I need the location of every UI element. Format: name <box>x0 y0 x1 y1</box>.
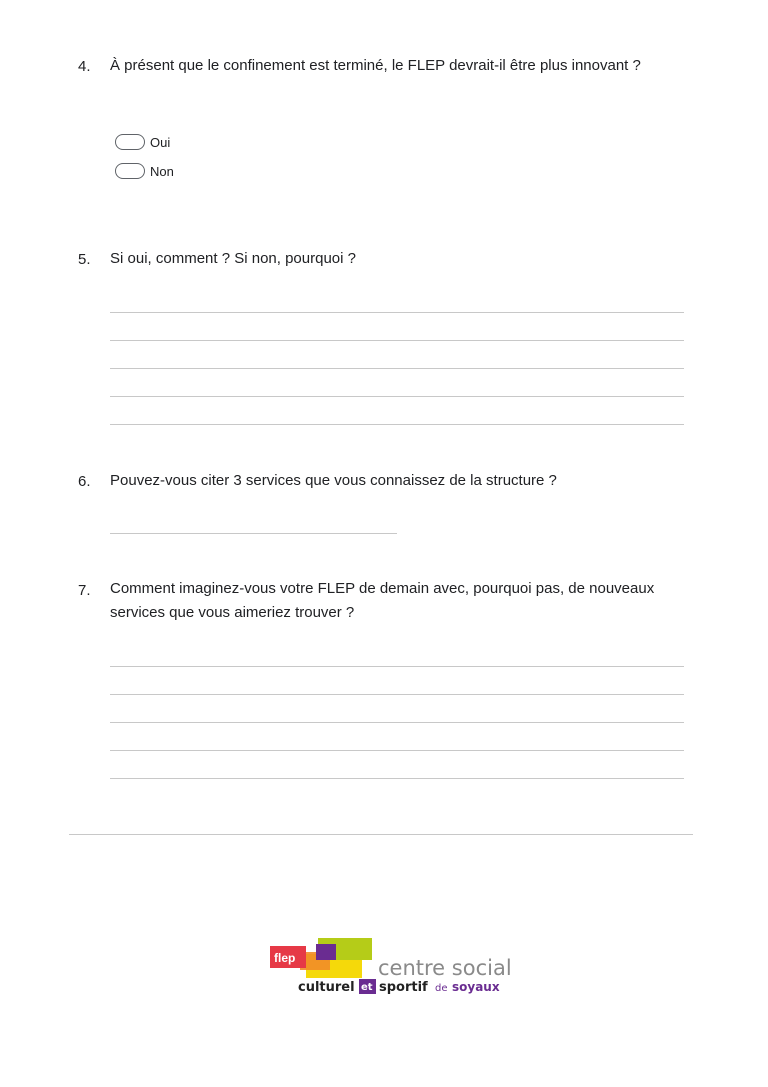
radio-pill-oui[interactable] <box>115 134 145 150</box>
logo-word-et: et <box>361 982 373 993</box>
answer-line-6[interactable] <box>110 533 397 534</box>
answer-line-5-2[interactable] <box>110 340 684 341</box>
question-4-text: À présent que le confinement est terminé, le FLEP devrait-il être plus innovant ? <box>110 57 641 74</box>
option-non[interactable] <box>115 162 174 180</box>
logo-badge-text: flep <box>274 951 296 965</box>
question-4-number: 4. <box>78 58 91 75</box>
option-oui-label: Oui <box>150 134 171 150</box>
answer-line-7-5[interactable] <box>110 778 684 779</box>
page-divider <box>69 834 693 835</box>
flep-logo <box>268 936 528 996</box>
answer-line-7-2[interactable] <box>110 694 684 695</box>
logo-title: centre social <box>378 956 512 980</box>
question-6-number: 6. <box>78 473 91 490</box>
question-7-number: 7. <box>78 582 91 599</box>
question-5-number: 5. <box>78 251 91 268</box>
option-oui[interactable] <box>115 133 170 151</box>
answer-line-7-3[interactable] <box>110 722 684 723</box>
question-6-text: Pouvez-vous citer 3 services que vous connaissez de la structure ? <box>110 472 557 489</box>
question-5-text: Si oui, comment ? Si non, pourquoi ? <box>110 250 356 267</box>
radio-pill-non[interactable] <box>115 163 145 179</box>
question-7-text: Comment imaginez-vous votre FLEP de demain avec, pourquoi pas, de nouveaux services que vous aimeriez trouver ? <box>110 580 655 621</box>
logo-word-soyaux: soyaux <box>452 980 500 994</box>
logo-word-sportif: sportif <box>379 980 428 995</box>
answer-line-5-5[interactable] <box>110 424 684 425</box>
answer-line-5-3[interactable] <box>110 368 684 369</box>
answer-line-5-1[interactable] <box>110 312 684 313</box>
logo-word-de: de <box>435 983 448 994</box>
answer-line-7-4[interactable] <box>110 750 684 751</box>
option-non-label: Non <box>150 163 174 179</box>
answer-line-7-1[interactable] <box>110 666 684 667</box>
logo-purple-block <box>316 944 336 960</box>
logo-word-culturel: culturel <box>298 980 355 995</box>
answer-line-5-4[interactable] <box>110 396 684 397</box>
